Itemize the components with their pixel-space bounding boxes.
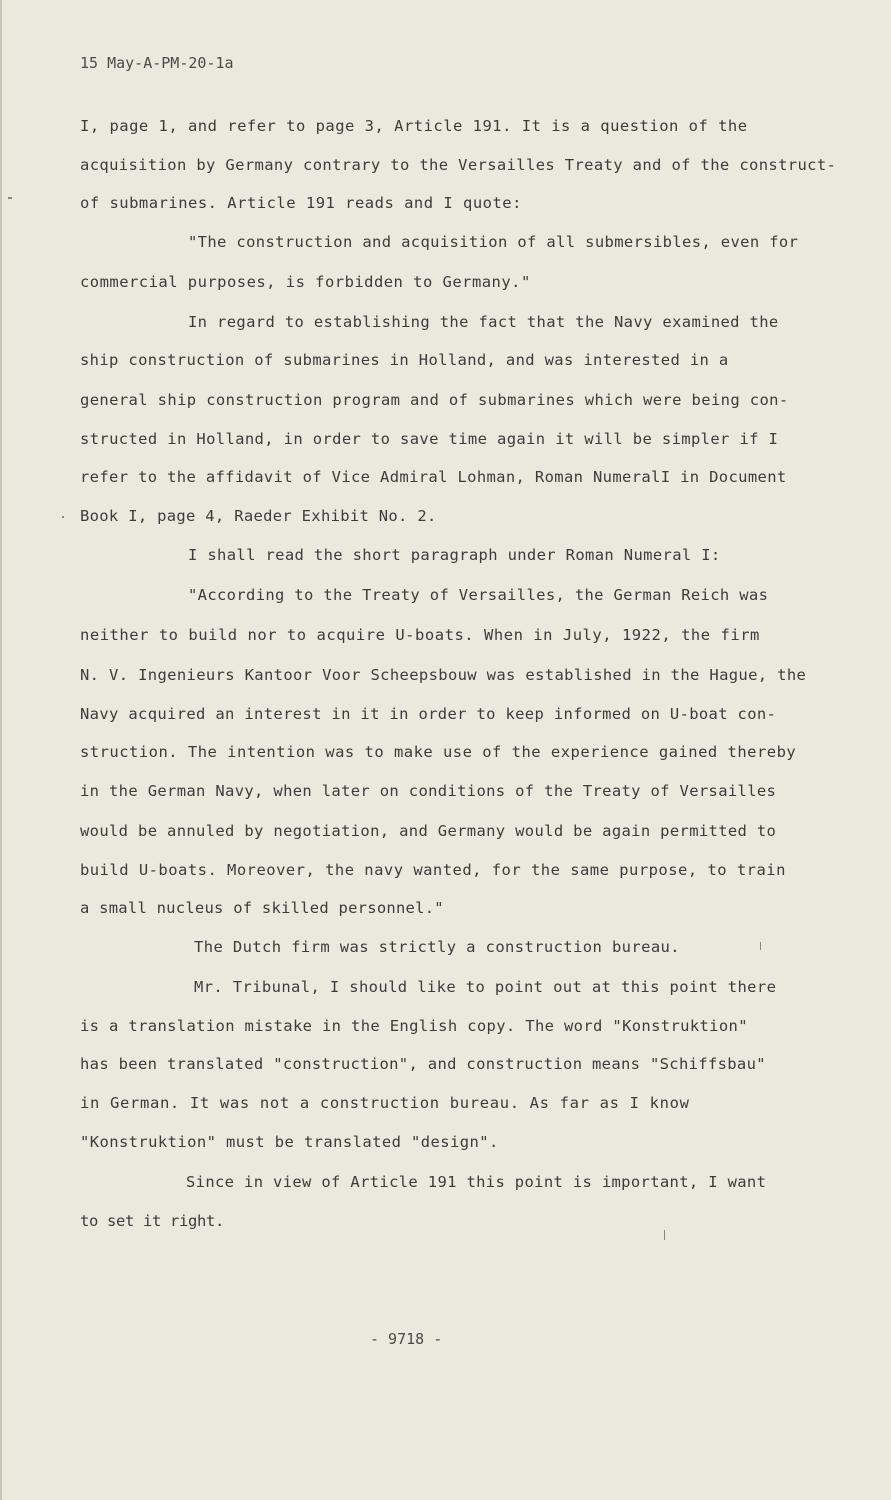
text-line: has been translated "construction", and construction means "Schiffsbau" [80,1055,766,1073]
margin-mark [664,1230,665,1240]
page-header: 15 May-A-PM-20-1a [80,54,234,72]
text-line: build U-boats. Moreover, the navy wanted, for the same purpose, to train [80,861,786,879]
text-line: "Konstruktion" must be translated "design". [80,1133,499,1151]
text-line: N. V. Ingenieurs Kantoor Voor Scheepsbouw was established in the Hague, the [80,666,807,684]
text-line: of submarines. Article 191 reads and I quote: [80,194,522,212]
text-line: acquisition by Germany contrary to the Versailles Treaty and of the construct- [80,156,837,174]
page-edge [0,0,2,1500]
text-line: I shall read the short paragraph under Roman Numeral I: [188,546,721,564]
text-line: I, page 1, and refer to page 3, Article 191. It is a question of the [80,117,748,135]
text-line: general ship construction program and of submarines which were being con- [80,391,789,409]
text-line: commercial purposes, is forbidden to Germany." [80,273,531,291]
text-line: in the German Navy, when later on conditions of the Treaty of Versailles [80,782,777,800]
margin-mark [760,942,761,950]
text-line: to set it right. [80,1212,224,1230]
text-line: structed in Holland, in order to save time again it will be simpler if I [80,430,779,448]
text-line: "According to the Treaty of Versailles, the German Reich was [188,586,769,604]
text-line: in German. It was not a construction bureau. As far as I know [80,1094,690,1112]
text-line: Mr. Tribunal, I should like to point out at this point there [194,978,777,996]
text-line: is a translation mistake in the English copy. The word "Konstruktion" [80,1017,748,1035]
text-line: "The construction and acquisition of all submersibles, even for [188,233,799,251]
text-line: a small nucleus of skilled personnel." [80,899,444,917]
text-line: refer to the affidavit of Vice Admiral Lohman, Roman NumeralI in Document [80,468,787,486]
text-line: would be annuled by negotiation, and Germany would be again permitted to [80,822,777,840]
text-line: struction. The intention was to make use of the experience gained thereby [80,743,797,761]
text-line: neither to build nor to acquire U-boats. When in July, 1922, the firm [80,626,760,644]
page-number: - 9718 - [370,1330,443,1348]
text-line: Book I, page 4, Raeder Exhibit No. 2. [80,507,437,525]
text-line: ship construction of submarines in Holland, and was interested in a [80,351,729,369]
text-line: The Dutch firm was strictly a construction bureau. [194,938,680,956]
text-line: In regard to establishing the fact that the Navy examined the [188,313,779,331]
text-line: Since in view of Article 191 this point is important, I want [186,1173,767,1191]
margin-mark [8,197,12,199]
text-line: Navy acquired an interest in it in order to keep informed on U-boat con- [80,705,777,723]
margin-mark [62,516,64,518]
